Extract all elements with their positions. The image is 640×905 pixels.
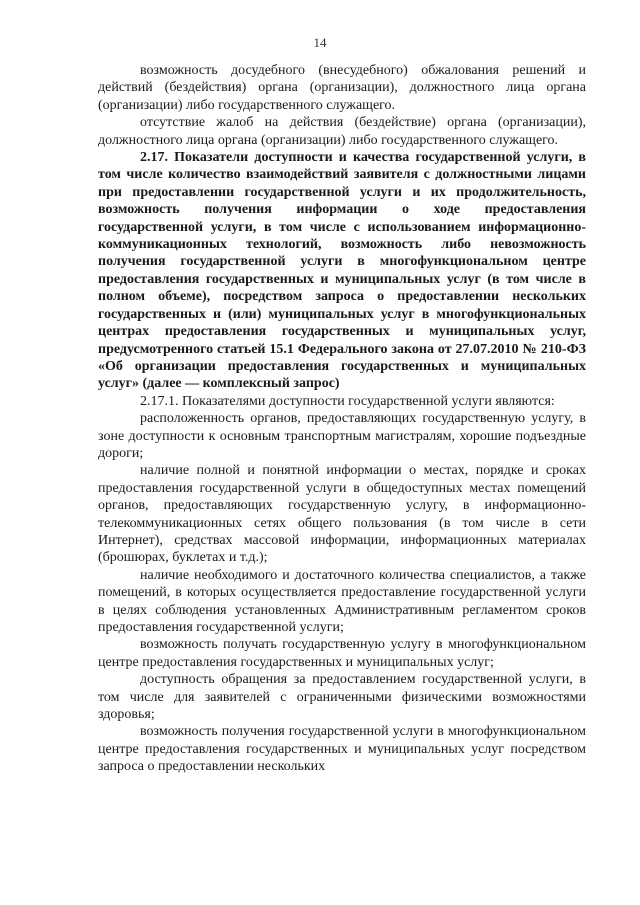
paragraph-accessibility: доступность обращения за предоставлением государственной услуги, в том числе для заявителей с ограниченными физическими возможностями здоровья; xyxy=(98,672,586,723)
paragraph-specialists: наличие необходимого и достаточного количества специалистов, а также помещений, в которых осуществляется предоставление государственной услуги в целях соблюдения установленных Административным регламентом сроков предоставления государственной услуги; xyxy=(98,567,586,635)
paragraph-complex-request: возможность получения государственной услуги в многофункциональном центре предоставления государственных и муниципальных услуг посредством запроса о предоставлении нескольких xyxy=(98,724,586,775)
page-number: 14 xyxy=(313,35,327,50)
paragraph-no-complaints: отсутствие жалоб на действия (бездействие) органа (организации), должностного лица органа (организации) либо государственного служащего. xyxy=(98,115,586,148)
paragraph-location: расположенность органов, предоставляющих государственную услугу, в зоне доступности к основным транспортным магистралям, хорошие подъездные дороги; xyxy=(98,411,586,461)
paragraph-appeal-possibility: возможность досудебного (внесудебного) обжалования решений и действий (бездействия) органа (организации), должностного лица органа (организации) либо государственного служащего. xyxy=(98,63,586,113)
document-body xyxy=(98,62,586,776)
section-heading-2-17: 2.17. Показатели доступности и качества государственной услуги, в том числе количество взаимодействий заявителя с должностными лицами при предоставлении государственной услуги и их продолжительность, возможность получения информации о ходе предоставления государственной услуги, в том числе с использованием информационно-коммуникационных технологий, возможность либо невозможность получения государственной услуги в многофункциональном центре предоставления государственных и муниципальных услуг (в том числе в полном объеме), посредством запроса о предоставлении нескольких государственных и (или) муниципальных услуг в многофункциональных центрах предоставления государственных и муниципальных услуг, предусмотренного статьей 15.1 Федерального закона от 27.07.2010 № 210-ФЗ «Об организации предоставления государственных и муниципальных услуг» (далее — комплексный запрос) xyxy=(98,150,586,392)
paragraph-mfc: возможность получать государственную услугу в многофункциональном центре предоставления государственных и муниципальных услуг; xyxy=(98,637,586,670)
paragraph-2-17-1: 2.17.1. Показателями доступности государственной услуги являются: xyxy=(140,393,555,409)
paragraph-information: наличие полной и понятной информации о местах, порядке и сроках предоставления государственной услуги в общедоступных местах помещений органов, предоставляющих государственную услугу, в информационно-телекоммуникационных сетях общего пользования (в том числе в сети Интернет), средствах массовой информации, информационных материалах (брошюрах, буклетах и т.д.); xyxy=(98,463,586,566)
